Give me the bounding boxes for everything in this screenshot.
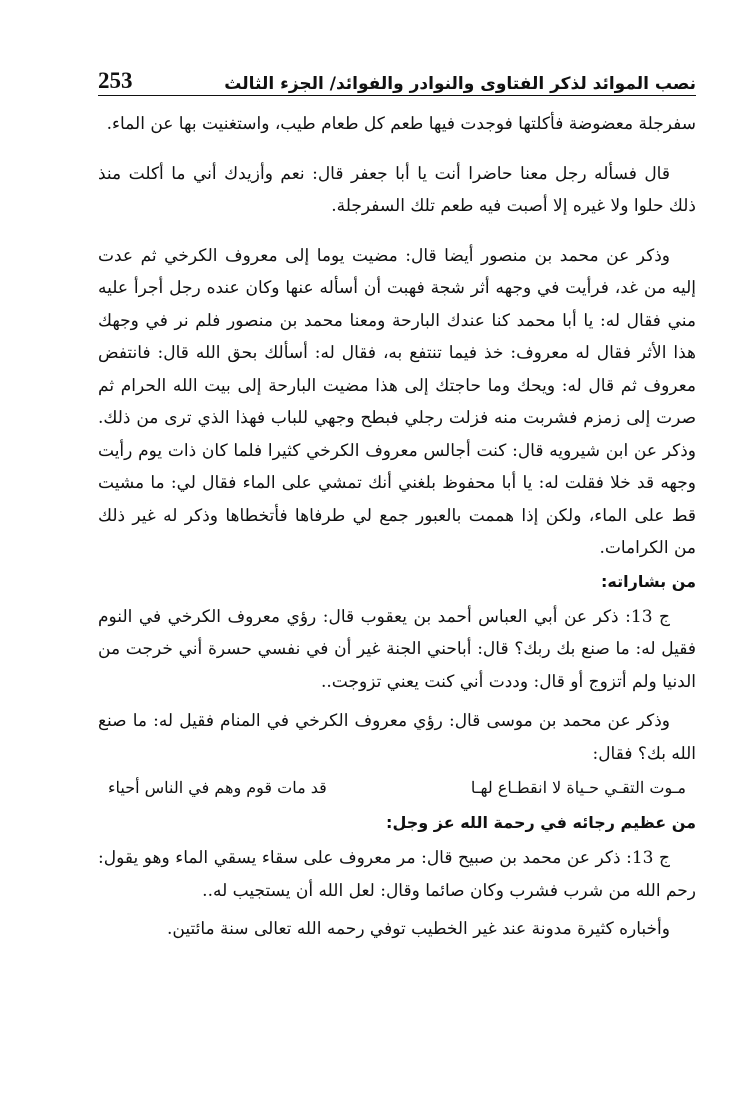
paragraph-6: ج 13: ذكر عن محمد بن صبيح قال: مر معروف على سقاء يسقي الماء وهو يقول: رحم الله من شرب فشرب وكان صائما وقال: لعل الله أن يستجيب له..	[98, 848, 696, 901]
section-heading-hope-in-mercy: من عظيم رجائه في رحمة الله عز وجل:	[386, 813, 696, 832]
section-heading-glad-tidings: من بشاراته:	[601, 571, 696, 591]
verse-second-hemistich: قد مات قوم وهم في الناس أحياء	[108, 778, 327, 797]
running-title: نصب الموائد لذكر الفتاوى والنوادر والفوائد/ الجزء الثالث	[224, 74, 696, 94]
verse-first-hemistich: مـوت التقـي حـياة لا انقطـاع لهـا	[470, 778, 686, 797]
paragraph-7: وأخباره كثيرة مدونة عند غير الخطيب توفي رحمه الله تعالى سنة مائتين.	[167, 919, 670, 939]
paragraph-2: قال فسأله رجل معنا حاضرا أنت يا أبا جعفر قال: نعم وأزيدك أني ما أكلت منذ ذلك حلوا ولا غيره إلا أصبت فيه طعم تلك السفرجلة.	[98, 163, 696, 216]
paragraph-5: وذكر عن محمد بن موسى قال: رؤي معروف الكرخي في المنام فقيل له: ما صنع الله بك؟ فقال:	[98, 711, 696, 764]
paragraph-1: سفرجلة معضوضة فأكلتها فوجدت فيها طعم كل طعام طيب، واستغنيت بها عن الماء.	[106, 114, 696, 134]
page-body	[98, 108, 696, 946]
page-header	[98, 58, 696, 94]
page-number: 253	[98, 68, 133, 93]
header-rule	[98, 95, 696, 96]
poetry-verse	[108, 772, 686, 804]
paragraph-3: وذكر عن محمد بن منصور أيضا قال: مضيت يوما إلى معروف الكرخي ثم عدت إليه من غد، فرأيت في وجهه أثر شجة فهبت أن أسأله عنها وكان عنده رجل أجرأ عليه مني فقال له: يا أبا محمد كنا عندك البارحة ومعنا محمد بن منصور فلم نر في وجهك هذا الأثر فقال له معروف: خذ فيما تنتفع به، فقال له: أسألك بحق الله قال: فانتفض معروف ثم قال له: ويحك وما حاجتك إلى هذا مضيت البارحة إلى بيت الله الحرام ثم صرت إلى زمزم فشربت منه فزلت رجلي فبطح وجهي للباب فهذا الذي ترى من ذلك. وذكر عن ابن شيرويه قال: كنت أجالس معروف الكرخي كثيرا فلما كان ذات يوم رأيت وجهه قد خلا فقلت له: يا أبا محفوظ بلغني أنك تمشي على الماء فقال لي: ما مشيت قط على الماء، ولكن إذا هممت بالعبور جمع لي طرفاها فأتخطاها وذكر له غير ذلك من الكرامات.	[98, 245, 696, 558]
paragraph-4: ج 13: ذكر عن أبي العباس أحمد بن يعقوب قال: رؤي معروف الكرخي في النوم فقيل له: ما صنع بك ربك؟ قال: أباحني الجنة غير أن في نفسي حسرة أني خرجت من الدنيا ولم أتزوج أو قال: وددت أني كنت يعني تزوجت..	[98, 606, 696, 692]
